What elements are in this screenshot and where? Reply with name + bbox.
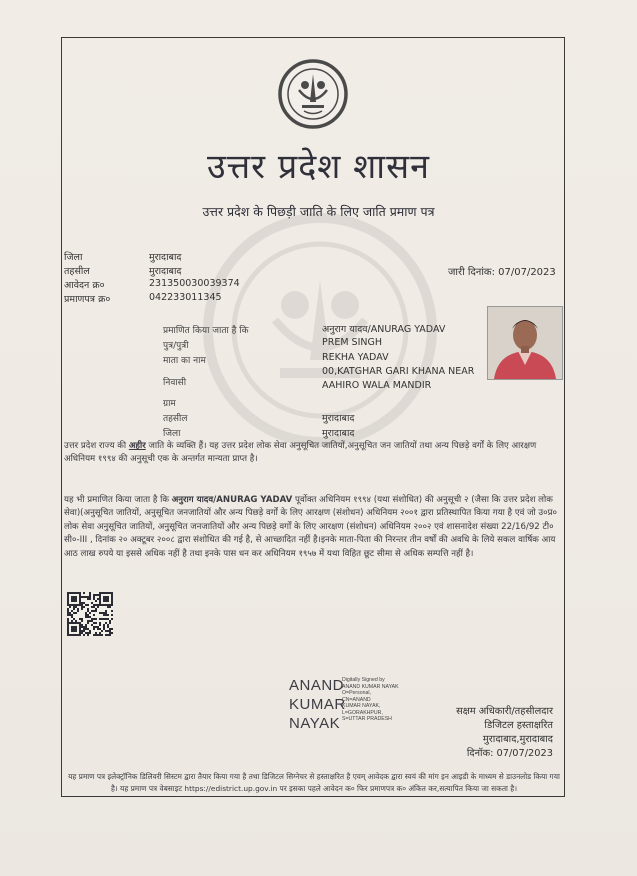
father-name: PREM SINGH <box>322 337 382 348</box>
verification-footer: यह प्रमाण पत्र इलेक्ट्रॉनिक डिलिवरी सिस्टम द्वारा तैयार किया गया है तथा डिजिटल सिग्नेचर से हस्ताक्षरित है एवम् आवेदक द्वारा स्वयं की मांग इन आइडी के माध्यम से डाउनलोड किया गया है। यह प्रमाण पत्र वेबसाइट https://edistrict.up.gov.in पर इसका पहले आवेदन क० फिर प्रमाणपत्र क० अंकित कर,सत्यापित किया जा सकता है। <box>68 772 560 793</box>
person-photo-icon <box>488 307 562 379</box>
digital-signature-details <box>342 677 399 723</box>
caste-name: अहीर <box>128 441 146 451</box>
officer-date: दिनॉक: 07/07/2023 <box>466 748 553 759</box>
tehsil-value: मुरादाबाद <box>149 266 182 277</box>
signature-detail-line: KUMAR NAYAK, <box>342 703 381 709</box>
signature-detail-line: ANAND KUMAR NAYAK <box>342 683 399 690</box>
certificate-subtitle: उत्तर प्रदेश के पिछड़ी जाति के लिए जाति प्रमाण पत्र <box>202 204 435 219</box>
mother-name: REKHA YADAV <box>322 352 389 363</box>
mother-label: माता का नाम <box>163 356 206 366</box>
para2-applicant-name: अनुराग यादव/ANURAG YADAV <box>171 495 293 505</box>
address-line-1: 00,KATGHAR GARI KHANA NEAR <box>322 366 475 377</box>
certify-name: अनुराग यादव/ANURAG YADAV <box>322 324 446 335</box>
digital-sign-label: डिजिटल हस्ताक्षरित <box>484 720 553 731</box>
signature-detail-line: O=Personal, <box>342 690 371 696</box>
address-line-2: AAHIRO WALA MANDIR <box>322 380 432 391</box>
detail-tehsil-value: मुरादाबाद <box>322 413 355 424</box>
certificate-label: प्रमाणपत्र क्र० <box>64 294 111 305</box>
application-label: आवेदन क्र० <box>64 280 105 291</box>
tehsil-label: तहसील <box>64 266 90 277</box>
para2-text-b: पूर्वोक्त अधिनियम १९९४ (यथा संशोधित) की अनुसूची २ (जैसा कि उत्तर प्रदेश लोक सेवा)(अनुसूचित जातियों, अनुसूचित जनजातियों और अन्य पिछड़े वर्गों के लिए आरक्षण (संशोधन) अधिनियम २००१ द्वारा प्रतिस्थापित किया गया है एवं जो उ०प्र० लोक सेवा अनुसूचित जातियों, अनुसूचित जनजातियों और अन्य पिछड़े वर्गों के लिए आरक्षण (संशोधन) अधिनियम २००२ एवं शासनादेश संख्या 22/16/92 टी० सी०-III , दिनांक २० अक्टूबर २००८ द्वारा संशोधित की गई है, से आच्छादित नहीं है।इनके माता-पिता की निरन्तर तीन वर्षों की अवधि के लिये सकल वार्षिक आय आठ लाख रुपये या इससे अधिक नहीं है तथा इनके पास धन कर अधिनियम १९५७ में यथा विहित छूट सीमा से अधिक सम्पत्ति नहीं है। <box>64 495 557 559</box>
signer-name-line-3: NAYAK <box>289 715 341 732</box>
signer-name-line-1: ANAND <box>289 677 345 694</box>
signature-detail-line: CN=ANAND <box>342 696 371 703</box>
signature-detail-line: S=UTTAR PRADESH <box>342 716 392 722</box>
signature-detail-line: Digitally Signed by <box>342 677 385 683</box>
officer-place: मुरादाबाद,मुरादाबाद <box>482 734 553 745</box>
certificate-number: 042233011345 <box>149 292 222 303</box>
government-title: उत्तर प्रदेश शासन <box>207 147 430 187</box>
qr-code-icon[interactable] <box>67 592 113 636</box>
district-value: मुरादाबाद <box>149 252 182 263</box>
applicant-photo <box>487 306 563 380</box>
creamy-layer-paragraph <box>64 494 562 561</box>
signer-name-line-2: KUMAR <box>289 696 346 713</box>
village-label: ग्राम <box>163 399 176 409</box>
caste-paragraph <box>64 440 562 467</box>
father-label: पुत्र/पुत्री <box>163 341 189 351</box>
para1-text-a: उत्तर प्रदेश राज्य की <box>64 441 129 451</box>
district-label: जिला <box>64 252 83 263</box>
application-number: 231350030039374 <box>149 278 240 289</box>
up-emblem-icon <box>275 58 351 130</box>
signature-detail-line: L=GORAKHPUR, <box>342 709 383 716</box>
detail-district-label: जिला <box>163 429 181 439</box>
officer-designation: सक्षम अधिकारी/तहसीलदार <box>456 706 553 717</box>
para2-text-a: यह भी प्रमाणित किया जाता है कि <box>64 495 172 505</box>
detail-tehsil-label: तहसील <box>163 414 188 424</box>
issue-date: जारी दिनांक: 07/07/2023 <box>448 267 556 278</box>
certify-label: प्रमाणित किया जाता है कि <box>163 326 249 336</box>
detail-district-value: मुरादाबाद <box>322 428 355 439</box>
address-label: निवासी <box>163 378 187 388</box>
para1-text-b: जाति के व्यक्ति हैं। यह उत्तर प्रदेश लोक सेवा अनुसूचित जातियों,अनुसूचित जन जातियों तथा अन्य पिछड़े वर्गों के लिए आरक्षण अधिनियम १९९४ की अनुसूची एक के अन्तर्गत मान्यता प्राप्त है। <box>64 441 537 465</box>
